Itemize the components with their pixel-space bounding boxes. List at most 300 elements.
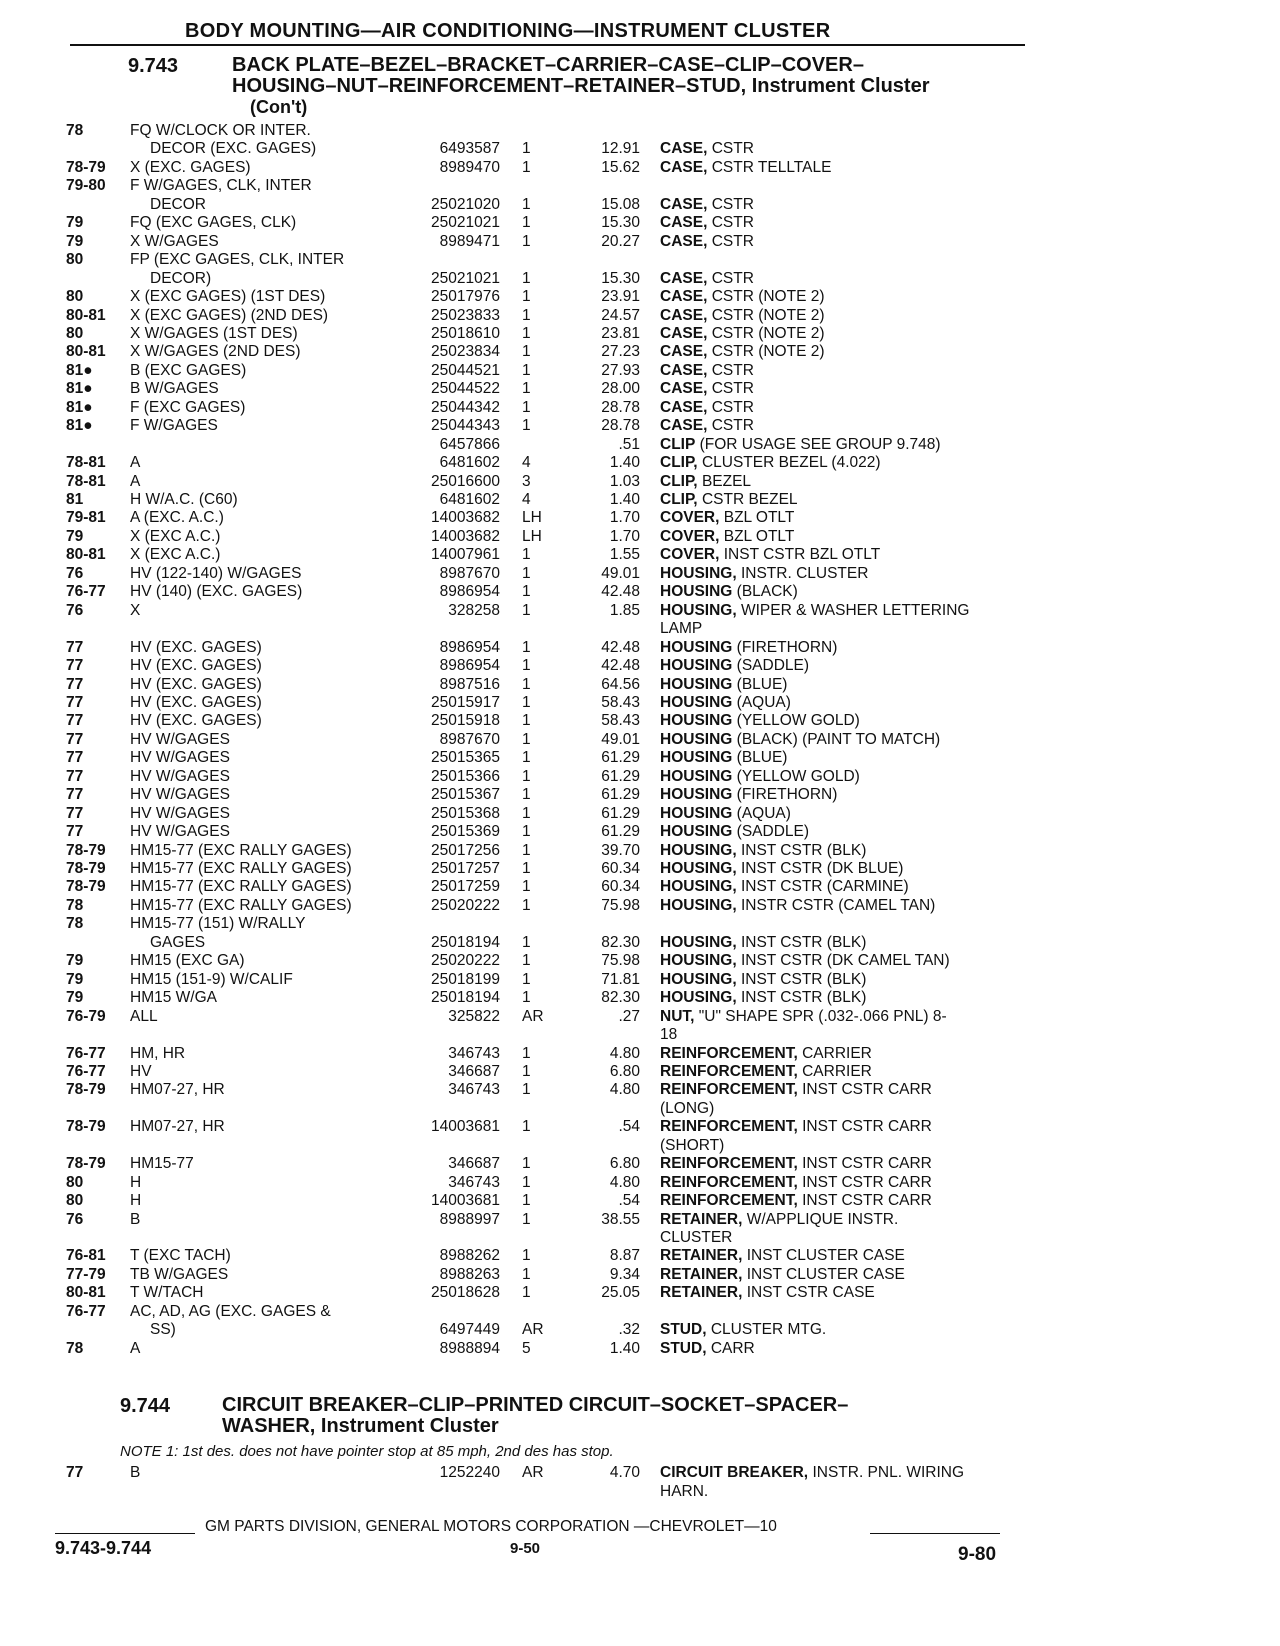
part-name: HOUSING (AQUA) <box>660 693 791 711</box>
price: 15.30 <box>601 269 640 287</box>
table-row <box>0 842 1280 860</box>
part-name: HOUSING (FIRETHORN) <box>660 638 838 656</box>
table-row <box>0 325 1280 343</box>
part-number: 14007961 <box>431 546 500 564</box>
part-number: 325822 <box>448 1007 500 1025</box>
part-number: 1252240 <box>439 1464 500 1481</box>
price: 4.80 <box>609 1173 640 1191</box>
table-row <box>0 1081 1280 1099</box>
table-row <box>0 362 1280 380</box>
application: GAGES <box>150 933 206 951</box>
model-year: 77 <box>66 712 84 730</box>
part-number: 25017976 <box>431 288 500 306</box>
table-row <box>0 1284 1280 1302</box>
model-year: 79-81 <box>66 509 106 527</box>
part-name: CASE, CSTR <box>660 417 754 435</box>
price: 61.29 <box>601 749 640 767</box>
model-year: 78 <box>66 122 84 139</box>
application: HV W/GAGES <box>130 749 230 767</box>
price: 4.80 <box>609 1044 640 1062</box>
table-row <box>0 380 1280 398</box>
application: HV (122-140) W/GAGES <box>130 564 302 582</box>
price: 42.48 <box>601 638 640 656</box>
application: A (EXC. A.C.) <box>130 509 224 527</box>
application: B <box>130 1210 141 1228</box>
page-header: BODY MOUNTING—AIR CONDITIONING—INSTRUMENT CLUSTER <box>185 20 831 42</box>
application: H <box>130 1192 142 1210</box>
part-name: CASE, CSTR (NOTE 2) <box>660 288 825 306</box>
application: X W/GAGES (2ND DES) <box>130 343 301 361</box>
quantity: 5 <box>522 1339 531 1357</box>
price: 4.70 <box>609 1464 640 1481</box>
quantity: 1 <box>522 878 531 896</box>
section-title <box>222 1395 1022 1437</box>
price: 60.34 <box>601 878 640 896</box>
part-number: 6457866 <box>439 435 500 453</box>
part-number: 25017256 <box>431 841 500 859</box>
quantity: 1 <box>522 324 531 342</box>
table-row <box>0 214 1280 232</box>
part-number: 25015918 <box>431 712 500 730</box>
model-year: 79-80 <box>66 177 106 195</box>
price: 12.91 <box>601 140 640 158</box>
model-year: 81● <box>66 417 93 435</box>
part-number: 14003681 <box>431 1118 500 1136</box>
part-number: 14003681 <box>431 1192 500 1210</box>
model-year: 80 <box>66 1173 84 1191</box>
quantity: 1 <box>522 1081 531 1099</box>
table-row <box>0 399 1280 417</box>
table-row <box>0 786 1280 804</box>
model-year: 77 <box>66 1464 84 1481</box>
application: HM07-27, HR <box>130 1081 225 1099</box>
part-number: 6481602 <box>439 454 500 472</box>
table-row <box>0 1483 1280 1501</box>
table-row <box>0 122 1280 140</box>
part-number: 346743 <box>448 1044 500 1062</box>
price: .27 <box>618 1007 640 1025</box>
footer-rule <box>55 1533 195 1534</box>
part-name: REINFORCEMENT, INST CSTR CARR <box>660 1081 932 1099</box>
model-year: 80-81 <box>66 343 106 361</box>
table-row <box>0 565 1280 583</box>
part-name: CASE, CSTR <box>660 214 754 232</box>
table-row <box>0 1137 1280 1155</box>
model-year: 78-79 <box>66 1081 106 1099</box>
price: 1.85 <box>609 601 640 619</box>
quantity: 1 <box>522 730 531 748</box>
part-number: 25018194 <box>431 933 500 951</box>
quantity: 1 <box>522 952 531 970</box>
part-name: STUD, CARR <box>660 1339 755 1357</box>
application: B W/GAGES <box>130 380 219 398</box>
price: 28.78 <box>601 398 640 416</box>
part-number: 8988894 <box>439 1339 500 1357</box>
quantity: 1 <box>522 1192 531 1210</box>
table-row <box>0 749 1280 767</box>
quantity: 1 <box>522 214 531 232</box>
application: TB W/GAGES <box>130 1265 229 1283</box>
table-row <box>0 694 1280 712</box>
price: 15.08 <box>601 195 640 213</box>
part-number: 8987670 <box>439 730 500 748</box>
table-row <box>0 196 1280 214</box>
part-name: REINFORCEMENT, INST CSTR CARR <box>660 1192 932 1210</box>
application: X <box>130 601 141 619</box>
model-year: 76-77 <box>66 1062 106 1080</box>
section-title-line1: CIRCUIT BREAKER–CLIP–PRINTED CIRCUIT–SOCKET–SPACER– <box>222 1394 849 1416</box>
quantity: 1 <box>522 823 531 841</box>
model-year: 78 <box>66 896 84 914</box>
price: 15.30 <box>601 214 640 232</box>
table-row <box>0 971 1280 989</box>
table-row <box>0 1192 1280 1210</box>
part-name: REINFORCEMENT, CARRIER <box>660 1062 872 1080</box>
table-row <box>0 897 1280 915</box>
part-name: (SHORT) <box>660 1136 725 1154</box>
part-number: 8988262 <box>439 1247 500 1265</box>
application: HV (EXC. GAGES) <box>130 657 262 675</box>
quantity: 4 <box>522 454 531 472</box>
table-row <box>0 177 1280 195</box>
model-year: 79 <box>66 989 84 1007</box>
part-number: 25015367 <box>431 786 500 804</box>
part-number: 25044521 <box>431 361 500 379</box>
application: X (EXC. GAGES) <box>130 158 251 176</box>
application: HV W/GAGES <box>130 823 230 841</box>
quantity: 1 <box>522 675 531 693</box>
price: 1.40 <box>609 454 640 472</box>
table-row <box>0 1303 1280 1321</box>
model-year: 77 <box>66 693 84 711</box>
quantity: 1 <box>522 140 531 158</box>
table-row <box>0 473 1280 491</box>
price: 25.05 <box>601 1284 640 1302</box>
price: 9.34 <box>609 1265 640 1283</box>
part-name: CASE, CSTR (NOTE 2) <box>660 343 825 361</box>
application: HM, HR <box>130 1044 186 1062</box>
quantity: 1 <box>522 1044 531 1062</box>
model-year: 77-79 <box>66 1265 106 1283</box>
part-name: REINFORCEMENT, INST CSTR CARR <box>660 1173 932 1191</box>
part-number: 25020222 <box>431 896 500 914</box>
quantity: 1 <box>522 1284 531 1302</box>
table-row <box>0 159 1280 177</box>
application: SS) <box>150 1321 176 1339</box>
price: 23.91 <box>601 288 640 306</box>
table-row <box>0 509 1280 527</box>
application: HV (EXC. GAGES) <box>130 693 262 711</box>
part-number: 8987670 <box>439 564 500 582</box>
price: 6.80 <box>609 1155 640 1173</box>
price: 1.70 <box>609 527 640 545</box>
table-row <box>0 1174 1280 1192</box>
part-number: 25015369 <box>431 823 500 841</box>
quantity: 1 <box>522 712 531 730</box>
model-year: 76-81 <box>66 1247 106 1265</box>
footer-rule <box>870 1533 1000 1534</box>
header-rule <box>70 44 1025 46</box>
part-name: HARN. <box>660 1483 709 1500</box>
part-number: 346687 <box>448 1155 500 1173</box>
part-number: 25015365 <box>431 749 500 767</box>
model-year: 77 <box>66 786 84 804</box>
application: FP (EXC GAGES, CLK, INTER <box>130 251 345 269</box>
part-name: CASE, CSTR <box>660 269 754 287</box>
part-name: HOUSING, INSTR CSTR (CAMEL TAN) <box>660 896 936 914</box>
part-number: 346743 <box>448 1081 500 1099</box>
part-number: 8989471 <box>439 232 500 250</box>
price: 71.81 <box>601 970 640 988</box>
part-number: 8987516 <box>439 675 500 693</box>
price: 27.93 <box>601 361 640 379</box>
application: T W/TACH <box>130 1284 204 1302</box>
model-year: 78-79 <box>66 878 106 896</box>
application: FQ (EXC GAGES, CLK) <box>130 214 297 232</box>
part-number: 25044342 <box>431 398 500 416</box>
part-name: CLIP (FOR USAGE SEE GROUP 9.748) <box>660 435 941 453</box>
part-name: CASE, CSTR (NOTE 2) <box>660 324 825 342</box>
price: 28.78 <box>601 417 640 435</box>
application: X (EXC A.C.) <box>130 546 221 564</box>
table-row <box>0 712 1280 730</box>
price: 61.29 <box>601 823 640 841</box>
price: 6.80 <box>609 1062 640 1080</box>
application: HM07-27, HR <box>130 1118 225 1136</box>
table-row <box>0 1026 1280 1044</box>
model-year: 78-79 <box>66 1155 106 1173</box>
application: HM15-77 (EXC RALLY GAGES) <box>130 860 352 877</box>
model-year: 78-79 <box>66 1118 106 1136</box>
quantity: 1 <box>522 749 531 767</box>
part-name: STUD, CLUSTER MTG. <box>660 1321 827 1339</box>
model-year: 81● <box>66 380 93 398</box>
part-number: 25044522 <box>431 380 500 398</box>
table-row <box>0 657 1280 675</box>
application: X W/GAGES <box>130 232 219 250</box>
part-number: 25017257 <box>431 860 500 877</box>
application: DECOR <box>150 195 206 213</box>
price: 8.87 <box>609 1247 640 1265</box>
part-name: RETAINER, INST CLUSTER CASE <box>660 1265 905 1283</box>
price: 27.23 <box>601 343 640 361</box>
table-row <box>0 805 1280 823</box>
model-year: 80-81 <box>66 546 106 564</box>
price: 4.80 <box>609 1081 640 1099</box>
price: 1.55 <box>609 546 640 564</box>
price: 42.48 <box>601 657 640 675</box>
price: 15.62 <box>601 158 640 176</box>
price: 49.01 <box>601 730 640 748</box>
application: FQ W/CLOCK OR INTER. <box>130 122 311 139</box>
part-name: CASE, CSTR TELLTALE <box>660 158 832 176</box>
price: 23.81 <box>601 324 640 342</box>
quantity: 1 <box>522 398 531 416</box>
model-year: 77 <box>66 657 84 675</box>
price: 61.29 <box>601 767 640 785</box>
model-year: 78-79 <box>66 158 106 176</box>
application: AC, AD, AG (EXC. GAGES & <box>130 1302 331 1320</box>
section-title <box>232 55 1022 118</box>
part-number: 25044343 <box>431 417 500 435</box>
table-row <box>0 676 1280 694</box>
part-name: 18 <box>660 1026 678 1044</box>
table-row <box>0 1100 1280 1118</box>
quantity: 1 <box>522 896 531 914</box>
part-name: HOUSING, INST CSTR (BLK) <box>660 989 867 1007</box>
price: 1.03 <box>609 472 640 490</box>
application: B <box>130 1464 141 1481</box>
part-number: 25023833 <box>431 306 500 324</box>
part-name: COVER, INST CSTR BZL OTLT <box>660 546 881 564</box>
part-number: 25015366 <box>431 767 500 785</box>
part-name: HOUSING, INST CSTR (CARMINE) <box>660 878 909 896</box>
application: T (EXC TACH) <box>130 1247 231 1265</box>
part-name: HOUSING (AQUA) <box>660 804 791 822</box>
part-number: 25021021 <box>431 269 500 287</box>
part-name: COVER, BZL OTLT <box>660 509 795 527</box>
table-row <box>0 270 1280 288</box>
part-number: 6481602 <box>439 491 500 508</box>
footer-publisher: GM PARTS DIVISION, GENERAL MOTORS CORPORATION —CHEVROLET—10 <box>205 1518 777 1535</box>
quantity: 1 <box>522 1062 531 1080</box>
quantity: 1 <box>522 841 531 859</box>
table-row <box>0 1118 1280 1136</box>
quantity: 1 <box>522 1247 531 1265</box>
model-year: 77 <box>66 804 84 822</box>
model-year: 77 <box>66 638 84 656</box>
model-year: 76-79 <box>66 1007 106 1025</box>
part-number: 25015917 <box>431 693 500 711</box>
table-row <box>0 934 1280 952</box>
table-row <box>0 491 1280 509</box>
table-row <box>0 602 1280 620</box>
quantity: 1 <box>522 546 531 564</box>
part-name: COVER, BZL OTLT <box>660 527 795 545</box>
part-number: 25015368 <box>431 804 500 822</box>
price: 58.43 <box>601 693 640 711</box>
part-name: HOUSING, INST CSTR (BLK) <box>660 970 867 988</box>
table-row <box>0 768 1280 786</box>
part-name: CASE, CSTR (NOTE 2) <box>660 306 825 324</box>
application: HM15 (EXC GA) <box>130 952 245 970</box>
quantity: 1 <box>522 1265 531 1283</box>
model-year: 77 <box>66 823 84 841</box>
price: 82.30 <box>601 933 640 951</box>
section-number: 9.744 <box>120 1395 171 1417</box>
model-year: 76-77 <box>66 1302 106 1320</box>
table-row <box>0 823 1280 841</box>
application: HM15-77 <box>130 1155 194 1173</box>
quantity: LH <box>522 509 542 527</box>
table-row <box>0 140 1280 158</box>
model-year: 79 <box>66 952 84 970</box>
table-row <box>0 639 1280 657</box>
quantity: 1 <box>522 564 531 582</box>
table-row <box>0 1008 1280 1026</box>
model-year: 78 <box>66 1339 84 1357</box>
model-year: 81● <box>66 361 93 379</box>
price: 61.29 <box>601 804 640 822</box>
quantity: 1 <box>522 158 531 176</box>
model-year: 80 <box>66 251 84 269</box>
price: 42.48 <box>601 583 640 601</box>
part-name: REINFORCEMENT, CARRIER <box>660 1044 872 1062</box>
footnote: NOTE 1: 1st des. does not have pointer stop at 85 mph, 2nd des has stop. <box>120 1443 614 1460</box>
application: X (EXC A.C.) <box>130 527 221 545</box>
model-year: 80 <box>66 324 84 342</box>
part-number: 25016600 <box>431 472 500 490</box>
price: 64.56 <box>601 675 640 693</box>
table-row <box>0 528 1280 546</box>
table-row <box>0 233 1280 251</box>
application: H <box>130 1173 142 1191</box>
price: 24.57 <box>601 306 640 324</box>
part-number: 25018610 <box>431 324 500 342</box>
part-name: (LONG) <box>660 1099 715 1117</box>
model-year: 78-81 <box>66 472 106 490</box>
model-year: 78 <box>66 915 84 933</box>
quantity: 1 <box>522 288 531 306</box>
table-row <box>0 860 1280 878</box>
application: F (EXC GAGES) <box>130 398 246 416</box>
part-name: HOUSING (BLACK) (PAINT TO MATCH) <box>660 730 941 748</box>
part-name: HOUSING, INST CSTR (DK BLUE) <box>660 860 904 877</box>
model-year: 77 <box>66 767 84 785</box>
table-row <box>0 288 1280 306</box>
part-number: 25018194 <box>431 989 500 1007</box>
price: .54 <box>618 1118 640 1136</box>
part-name: CASE, CSTR <box>660 140 754 158</box>
part-name: CASE, CSTR <box>660 380 754 398</box>
application: A <box>130 1339 141 1357</box>
table-row <box>0 989 1280 1007</box>
application: HV (EXC. GAGES) <box>130 675 262 693</box>
part-number: 25017259 <box>431 878 500 896</box>
application: HV (EXC. GAGES) <box>130 712 262 730</box>
part-number: 6497449 <box>439 1321 500 1339</box>
application: HM15-77 (151) W/RALLY <box>130 915 306 933</box>
quantity: 1 <box>522 1173 531 1191</box>
part-number: 25018628 <box>431 1284 500 1302</box>
price: .54 <box>618 1192 640 1210</box>
application: F W/GAGES, CLK, INTER <box>130 177 312 195</box>
part-number: 14003682 <box>431 527 500 545</box>
part-number: 328258 <box>448 601 500 619</box>
model-year: 77 <box>66 749 84 767</box>
application: X (EXC GAGES) (2ND DES) <box>130 306 329 324</box>
footer-section-range: 9.743-9.744 <box>55 1538 152 1558</box>
application: B (EXC GAGES) <box>130 361 247 379</box>
part-name: HOUSING (YELLOW GOLD) <box>660 712 860 730</box>
part-number: 8988263 <box>439 1265 500 1283</box>
model-year: 79 <box>66 970 84 988</box>
table-row <box>0 417 1280 435</box>
application: HM15-77 (EXC RALLY GAGES) <box>130 878 352 896</box>
part-name: CIRCUIT BREAKER, INSTR. PNL. WIRING <box>660 1464 965 1481</box>
part-name: REINFORCEMENT, INST CSTR CARR <box>660 1155 932 1173</box>
part-number: 14003682 <box>431 509 500 527</box>
part-number: 25021021 <box>431 214 500 232</box>
price: 20.27 <box>601 232 640 250</box>
table-row <box>0 878 1280 896</box>
part-name: HOUSING (FIRETHORN) <box>660 786 838 804</box>
table-row <box>0 952 1280 970</box>
price: .51 <box>618 435 640 453</box>
part-number: 25021020 <box>431 195 500 213</box>
quantity: 1 <box>522 638 531 656</box>
table-row <box>0 583 1280 601</box>
